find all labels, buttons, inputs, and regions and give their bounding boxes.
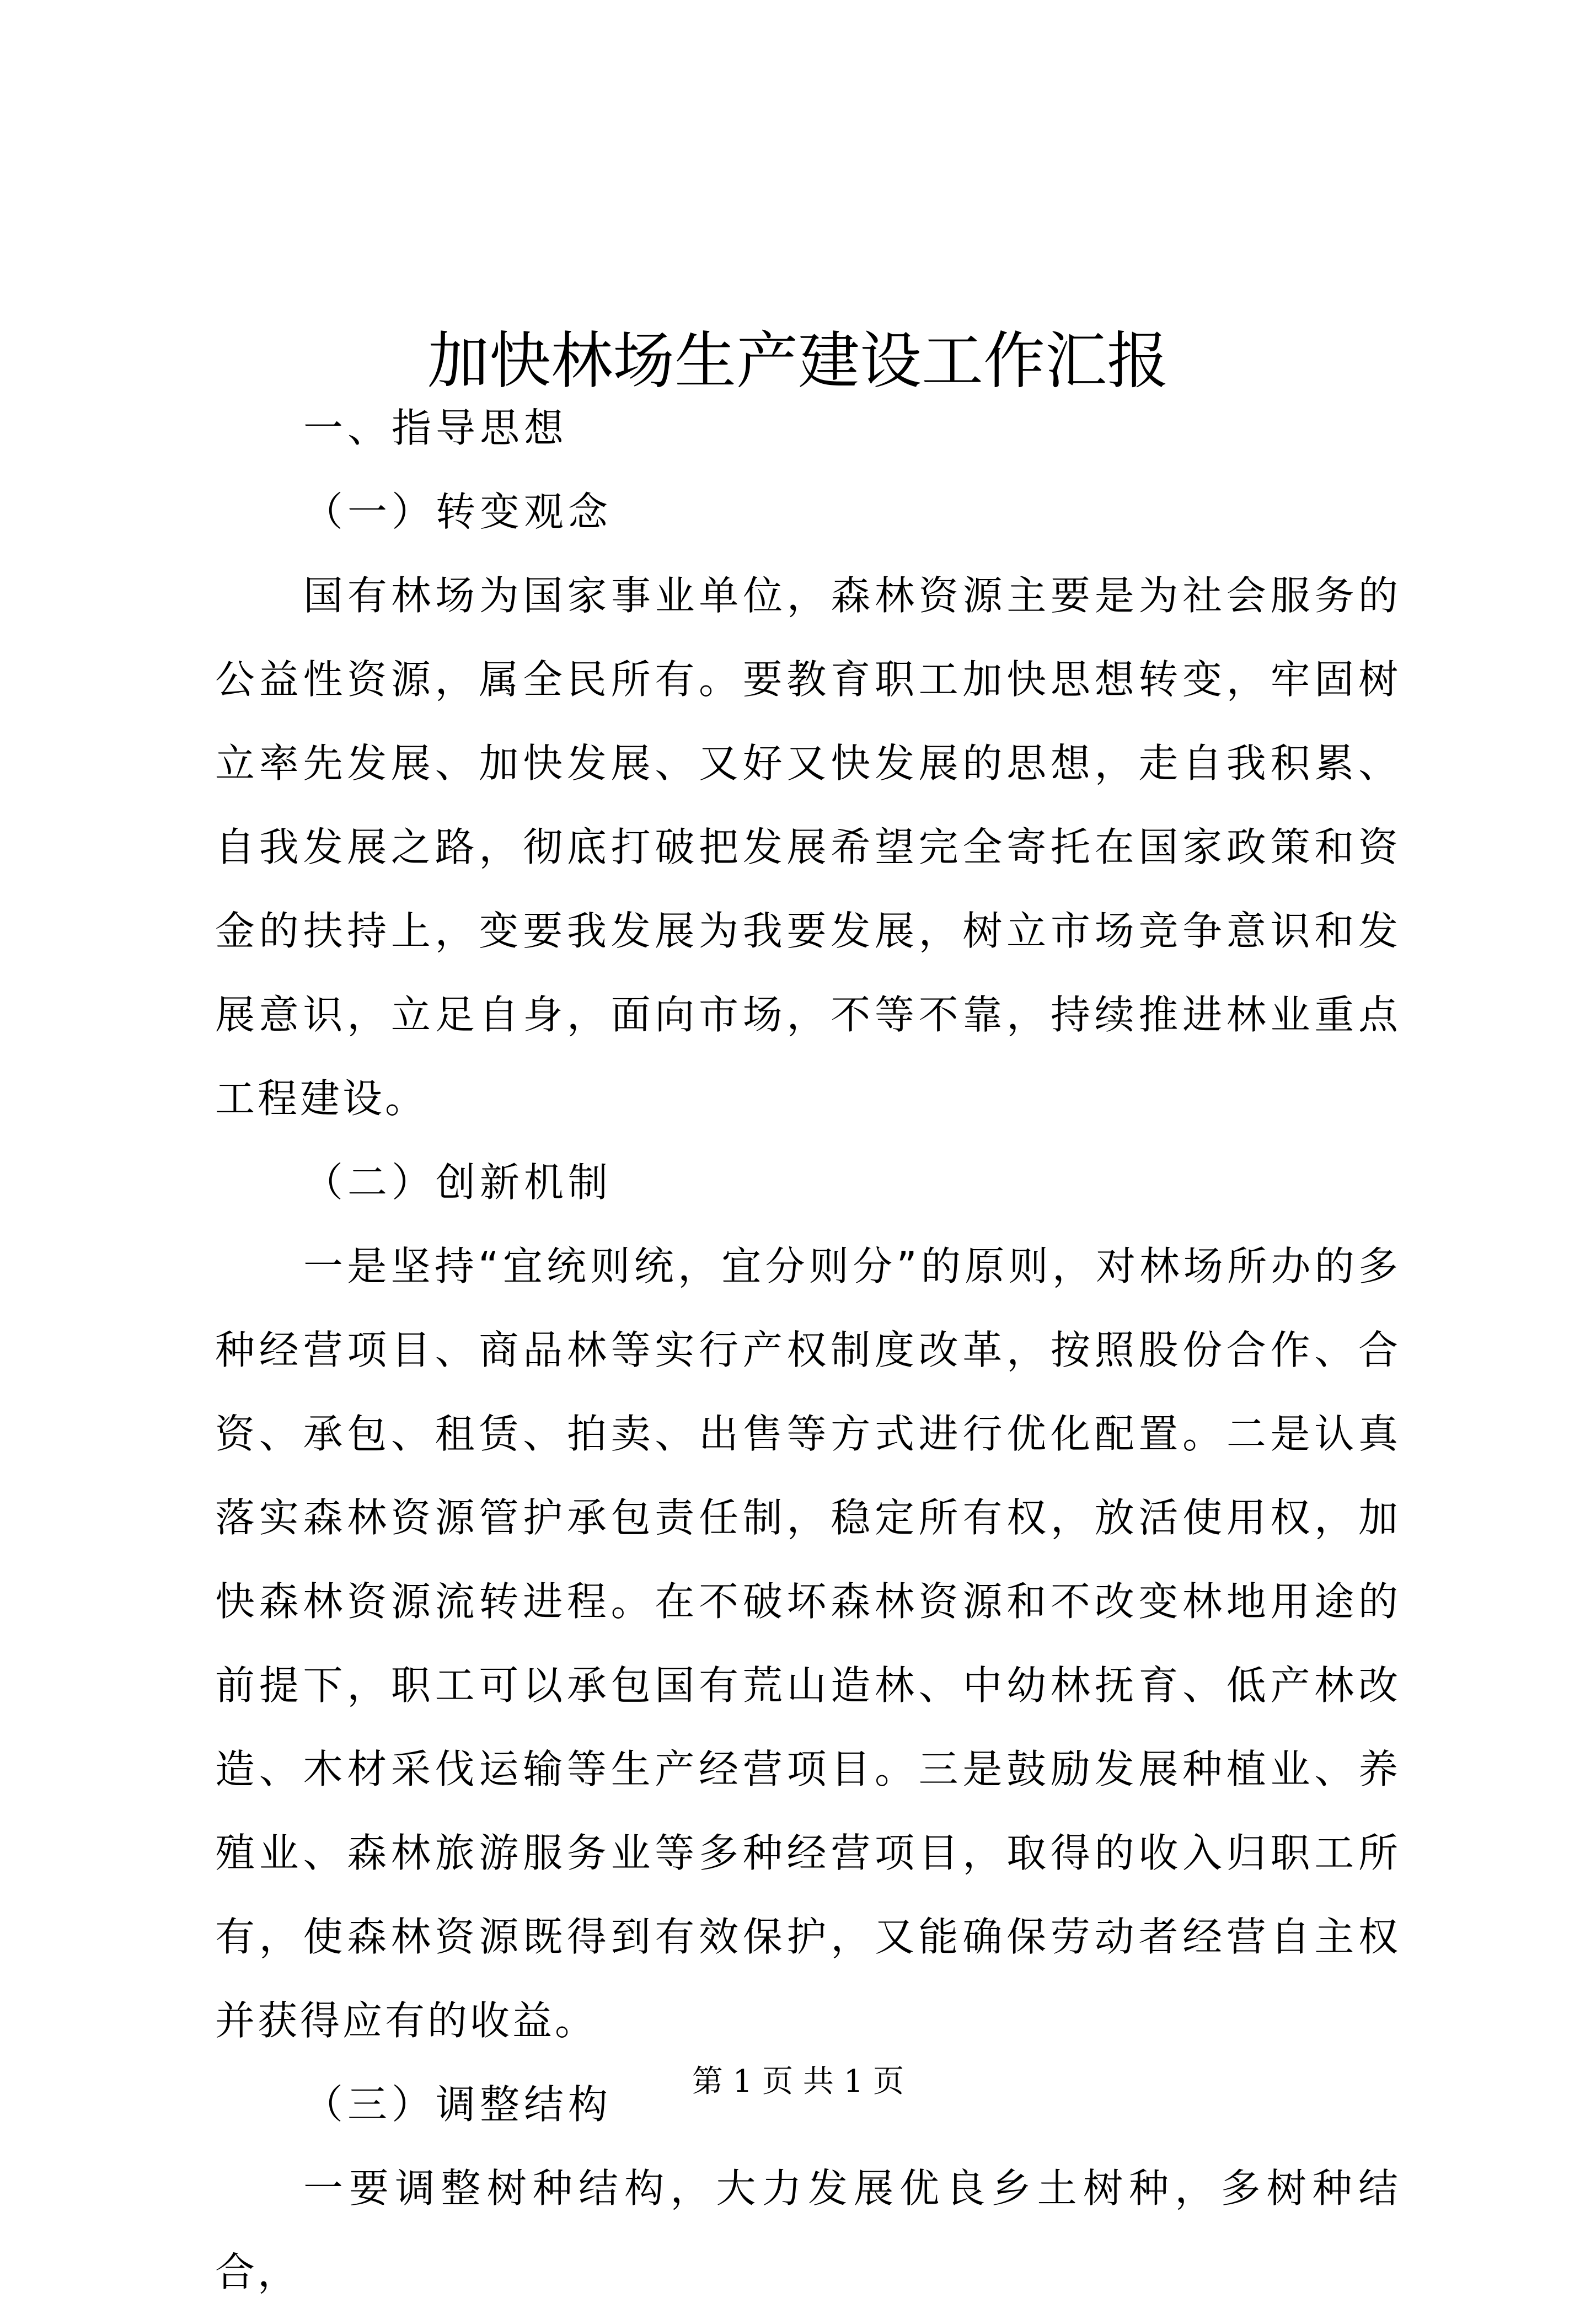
body-paragraph: 一是坚持“宜统则统，宜分则分”的原则，对林场所办的多种经营项目、商品林等实行产权制度改革，按照股份合作、合资、承包、租赁、拍卖、出售等方式进行优化配置。二是认真落实森林资源管护承包责任制，稳定所有权，放活使用权，加快森林资源流转进程。在不破坏森林资源和不改变林地用途的前提下，职工可以承包国有荒山造林、中幼林抚育、低产林改造、木材采伐运输等生产经营项目。三是鼓励发展种植业、养殖业、森林旅游服务业等多种经营项目，取得的收入归职工所有，使森林资源既得到有效保护，又能确保劳动者经营自主权并获得应有的收益。 — [215, 1243, 1401, 2044]
document-title: 加快林场生产建设工作汇报 — [427, 325, 1169, 398]
subsection-heading: （三）调整结构 — [303, 2081, 613, 2128]
page-footer: 第 1 页 共 1 页 — [692, 2064, 904, 2099]
document-body — [215, 386, 1401, 2314]
subsection-heading: （一）转变观念 — [303, 489, 613, 535]
body-paragraph: 国有林场为国家事业单位，森林资源主要是为社会服务的公益性资源，属全民所有。要教育职工加快思想转变，牢固树立率先发展、加快发展、又好又快发展的思想，走自我积累、自我发展之路，彻底打破把发展希望完全寄托在国家政策和资金的扶持上，变要我发展为我要发展，树立市场竞争意识和发展意识，立足自身，面向市场，不等不靠，持续推进林业重点工程建设。 — [215, 572, 1401, 1122]
section-heading: 一、指导思想 — [303, 405, 569, 451]
body-paragraph: 一要调整树种结构，大力发展优良乡土树种，多树种结合， — [215, 2165, 1401, 2295]
subsection-heading: （二）创新机制 — [303, 1159, 613, 1206]
